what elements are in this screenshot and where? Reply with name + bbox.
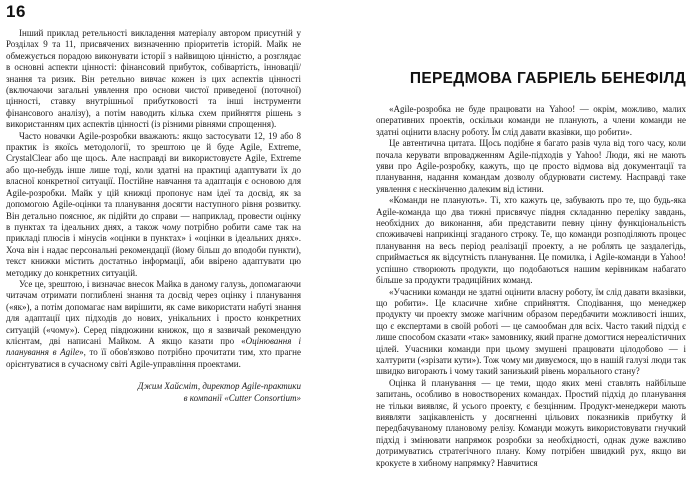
paragraph: «Учасники команди не здатні оцінити власну роботу, їм слід давати вказівки, що робити». Це класичне хибне сприйняття. Сподівання, що менеджер продукту чи проекту зможе магічним образом передбачити можливості інших, що є експертами в своїй роботі — це самообман для всіх. Часто такий підхід є лише способом сказати «так» замовнику, який прагне домогтися нереалістичних цілей. Учасники команди при цьому змушені працювати цілодобово — і халтурити («зрізати кути»). Тож чому ми дивуємося, що в нашій галузі люди так швидко вигорають і чому такий занизький рівень морального стану? — [376, 286, 686, 377]
paragraph: Оцінка й планування — це теми, щодо яких мені ставлять найбільше запитань, особливо в новостворених командах. Простий підхід до планування не тільки виявляє, й усього проекту, є безцінним. Продукт-менеджери мають виявляти зацікавленість у досягненні цільових показників прибутку й передбачуваному плановому релізу. Команди можуть використовувати гнучкий підхід і змінювати напрямок розробки за необхідності, однак дуже важливо дотримуватись стратегічного плану. Кому потрібен швидкий рух, якщо ви крокуєте в хибному напрямку? Навчитися — [376, 377, 686, 468]
signature-company: в компанії «Cutter Consortium» — [183, 392, 301, 403]
page-number: 16 — [6, 2, 26, 21]
right-page-column — [376, 28, 686, 469]
paragraph: «Agile-розробка не буде працювати на Yahoo! — окрім, можливо, малих оперативних проектів, оскільки команди не планують, а члени команди не здатні оцінити власну роботу. Їм слід давати вказівки, що робити». — [376, 104, 686, 137]
text-span: потрібно робити саме так на прикладі плюсів і мінусів «оцінки в пунктах» і «оцінки в ідеальних днях». Хоча він і надає персональні рекомендації (йому більш до вподоби пункти), текст книжки містить достатньо інформації, аби ввірено адаптувати цю методику до конкретних ситуацій. — [6, 221, 301, 278]
paragraph — [6, 279, 301, 370]
text-span: Усе це, зрештою, і визначає внесок Майка в даному галузь, допомагаючи читачам отримати поглиблені знання та досвід через оцінку і планування («як»), а потім допомагає нам вирішити, як саме використати набуті знання для адаптації цих підходів до нових, унікальних і просто конкретних ситуацій («чому»). Серед півдюжини книжок, що я зазвичай рекомендую клієнтам, дві написані Майком. А якщо казати про « — [6, 278, 301, 346]
paragraph: Інший приклад ретельності викладення матеріалу автором присутній у Розділах 9 та 11, присвячених визначенню пріоритетів історій. Майк не обмежується порадою виконувати історії з найвищою цінністю, а розглядає в основні аспекти цінності: фінансовий прибуток, собівартість, інновації/знання та ризик. Він ретельно вивчає кожен із цих аспектів цінності (включаючи загальні уявлення про основи чистої приведеної (поточної) цінності, ставку внутрішньої прибутковості та інші інструменти фінансового аналізу), а потім наводить кілька схем прийняття рішень з використанням цих аспектів цінності (із різними рівнями спрощення). — [6, 28, 301, 130]
foreword-signature — [6, 381, 301, 404]
paragraph — [6, 131, 301, 279]
emphasis-text: як — [97, 210, 106, 221]
text-span: Часто новачки Agile-розробки вважають: якщо застосувати 12, 19 або 8 практик із якоїсь методології, то зрештою це й буде Agile, Extreme, CrystalClear або ще щось. Але насправді ви використовуєте Agile, Extreme або що-небудь інше лише тоді, коли здатні на практиці адаптувати їх до власної конкретної ситуації. Постійне навчання та адаптація є основою для Agile-розробки. Майк у цій книжці пропонує нам ідеї та досвід, як за допомогою Agile-оцінки та планування досягти наступного рівня розвитку. Він детально пояснює, — [6, 130, 301, 221]
emphasis-text: чому — [162, 221, 181, 232]
text-span: підійти до справи — наприклад, провести оцінку в пунктах та ідеальних днях, а також — [6, 210, 301, 232]
paragraph: «Команди не планують». Ті, хто кажуть це, забувають про те, що будь-яка Agile-команда що два тижні присвячує півдня складанню переліку завдань, необхідних до виконання, аби представити певну цінну функціональність споживачеві наприкінці згаданого строку. Те, що команди розподіляють процес планування на весь період реалізації проекту, а не роблять це заздалегідь, сприймається як відсутність планування. Це помилка, і Agile-команди в Yahoo! успішно створюють продукти, що подобаються нашим керівникам набагато більше за продукти традиційних команд. — [376, 195, 686, 286]
chapter-title: ПЕРЕДМОВА ГАБРІЕЛЬ БЕНЕФІЛД — [409, 70, 686, 87]
signature-name: Джим Хайсміт, директор Agile-практики — [137, 381, 301, 392]
text-span: », то її обов'язково потрібно прочитати тим, хто прагне орієнтуватися в сучасному світі Agile-управління проектами. — [6, 347, 301, 369]
paragraph: Це автентична цитата. Щось подібне я багато разів чула від того часу, коли почала керувати впровадженням Agile-підходів у Yahoo! Люди, які не мають уяви про Agile-розробку, кажуть, що це просто відмова від документації та планування, надання командам дозволу обдурювати систему. Насправді таке уявлення є нескінченно далеким від істини. — [376, 138, 686, 194]
left-page-column — [6, 28, 301, 404]
book-title-emphasis: Оцінювання і планування в Agile — [6, 335, 301, 358]
